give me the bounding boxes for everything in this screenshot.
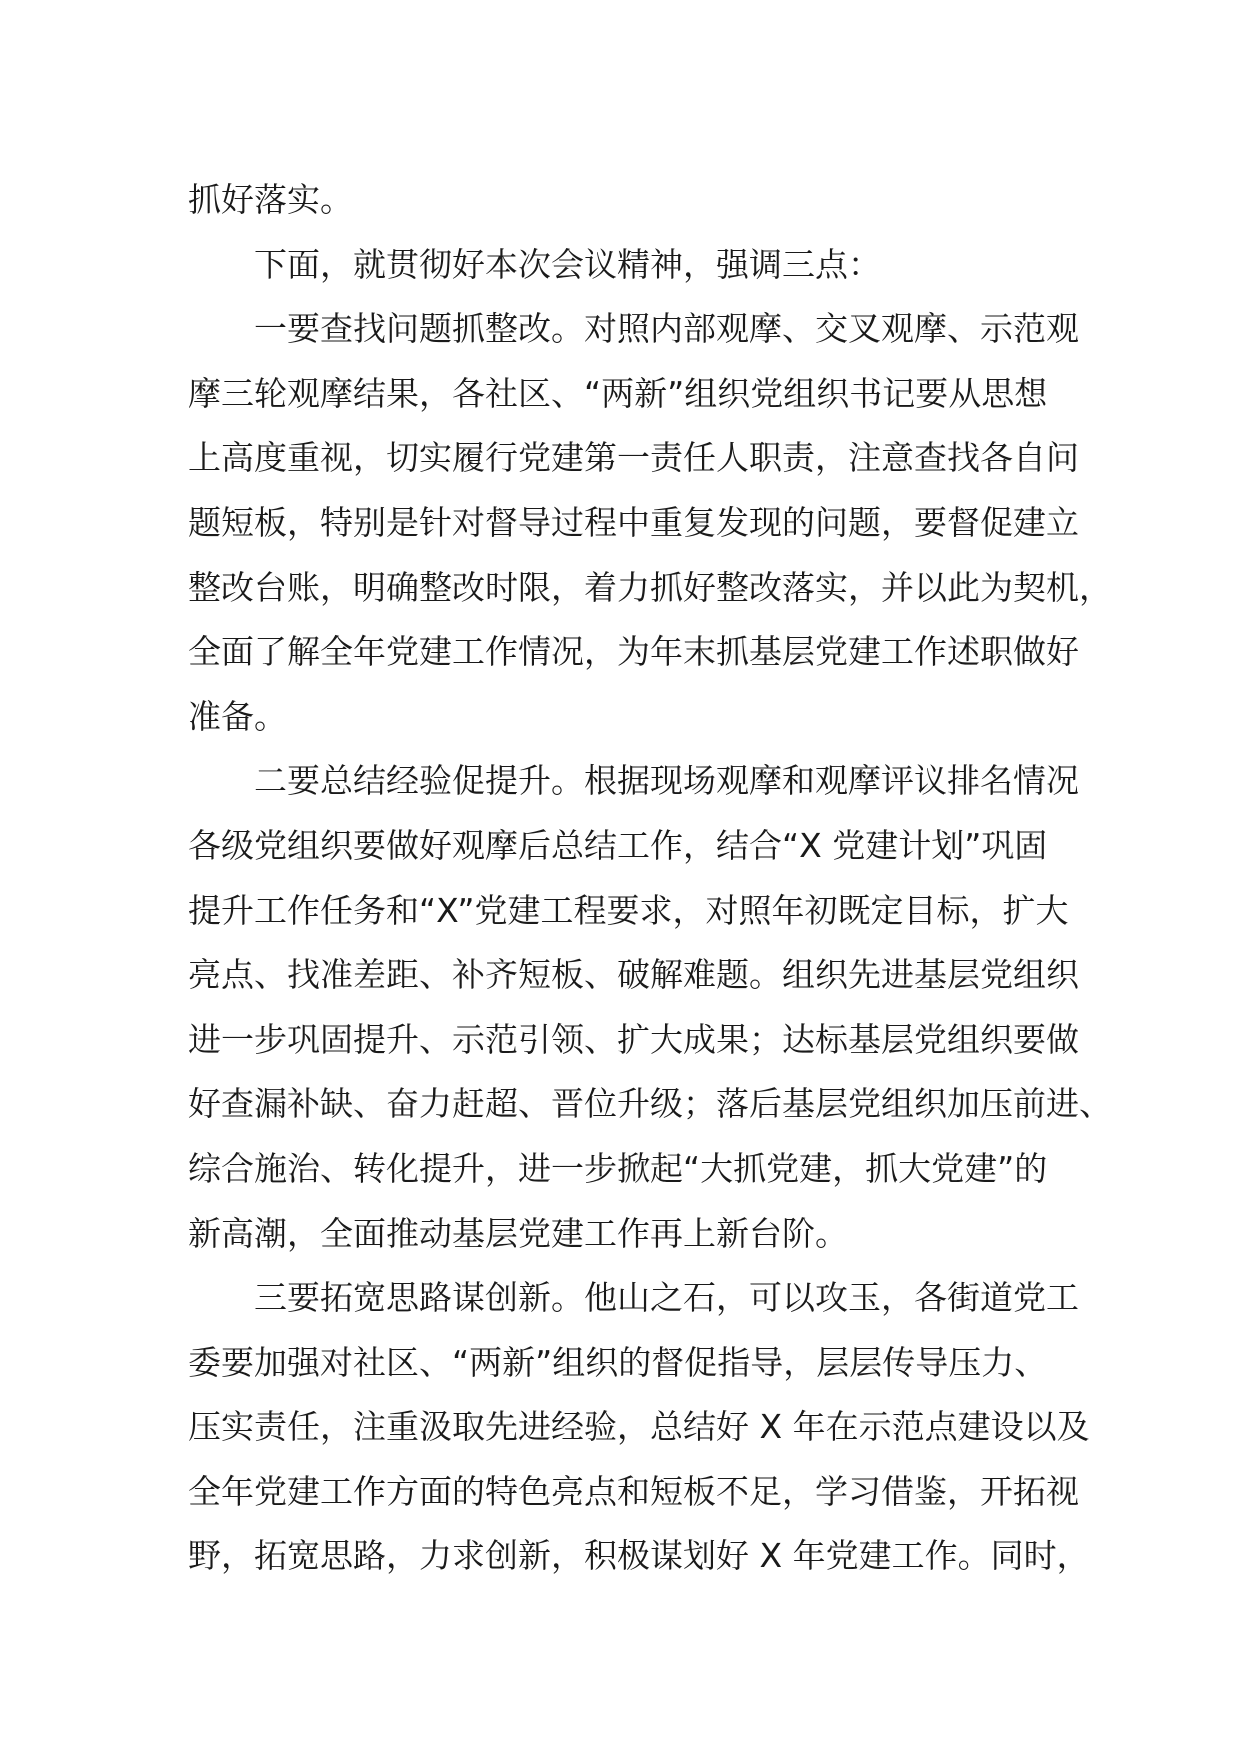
paragraph-line: 下面，就贯彻好本次会议精神，强调三点： <box>254 244 881 284</box>
text-line: 上高度重视，切实履行党建第一责任人职责，注意查找各自问 <box>188 438 1079 478</box>
text-line: 抓好落实。 <box>188 180 353 219</box>
text-line: 综合施治、转化提升，进一步掀起“大抓党建，抓大党建”的 <box>188 1148 1048 1188</box>
text-line: 进一步巩固提升、示范引领、扩大成果；达标基层党组织要做 <box>188 1019 1079 1059</box>
text-line: 准备。 <box>188 696 287 736</box>
text-line: 摩三轮观摩结果，各社区、“两新”组织党组织书记要从思想 <box>188 373 1048 413</box>
text-line: 题短板，特别是针对督导过程中重复发现的问题，要督促建立 <box>188 502 1079 542</box>
paragraph-line: 二要总结经验促提升。根据现场观摩和观摩评议排名情况 <box>254 761 1079 801</box>
text-line: 好查漏补缺、奋力赶超、晋位升级；落后基层党组织加压前进、 <box>188 1084 1112 1124</box>
text-line: 整改台账，明确整改时限，着力抓好整改落实，并以此为契机， <box>188 567 1112 607</box>
text-line: 各级党组织要做好观摩后总结工作，结合“X 党建计划”巩固 <box>188 825 1048 865</box>
paragraph-line: 一要查找问题抓整改。对照内部观摩、交叉观摩、示范观 <box>254 309 1079 349</box>
text-line: 委要加强对社区、“两新”组织的督促指导，层层传导压力、 <box>188 1342 1048 1382</box>
text-line: 亮点、找准差距、补齐短板、破解难题。组织先进基层党组织 <box>188 955 1079 995</box>
text-line: 全面了解全年党建工作情况，为年末抓基层党建工作述职做好 <box>188 632 1079 672</box>
paragraph-line: 三要拓宽思路谋创新。他山之石，可以攻玉，各街道党工 <box>254 1278 1079 1318</box>
text-line: 压实责任，注重汲取先进经验，总结好 X 年在示范点建设以及 <box>188 1407 1090 1447</box>
text-line: 提升工作任务和“X”党建工程要求，对照年初既定目标，扩大 <box>188 890 1069 930</box>
text-line: 野，拓宽思路，力求创新，积极谋划好 X 年党建工作。同时， <box>188 1536 1090 1576</box>
text-line: 新高潮，全面推动基层党建工作再上新台阶。 <box>188 1213 848 1253</box>
document-body <box>188 168 1112 1589</box>
text-line: 全年党建工作方面的特色亮点和短板不足，学习借鉴，开拓视 <box>188 1471 1079 1511</box>
